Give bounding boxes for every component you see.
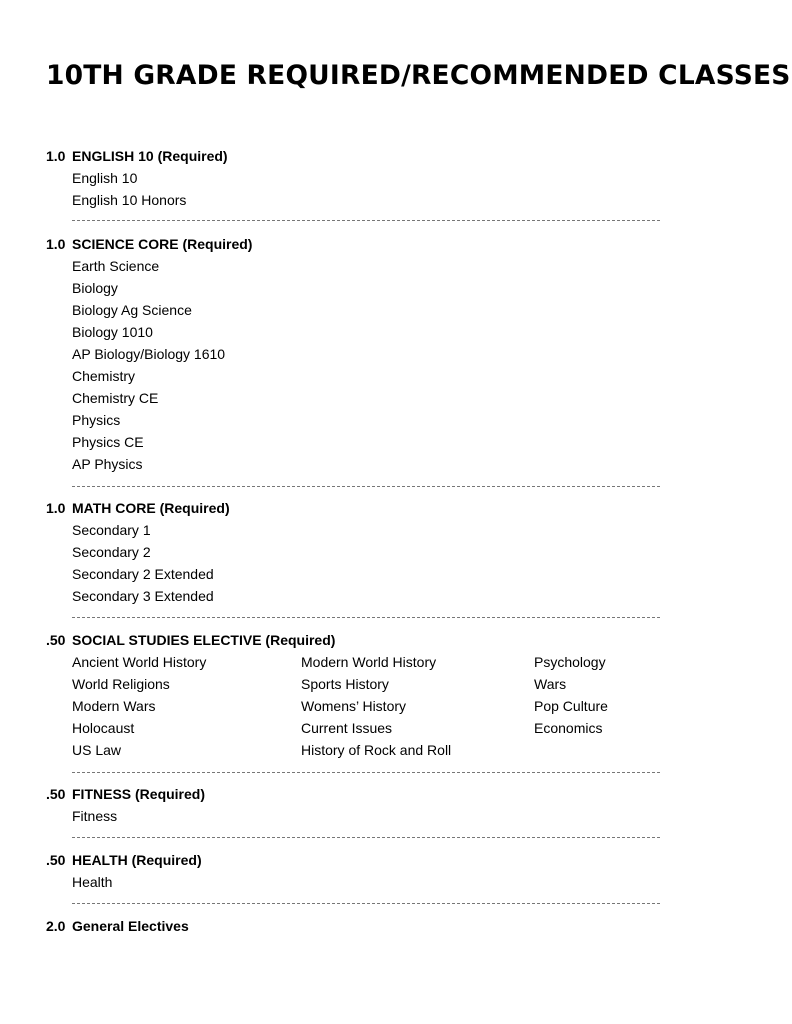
course-item: Ancient World History bbox=[72, 654, 207, 670]
heading-label: SOCIAL STUDIES ELECTIVE (Required) bbox=[72, 632, 336, 648]
section-heading bbox=[46, 145, 666, 167]
course-list bbox=[72, 871, 666, 893]
course-item: Secondary 2 bbox=[72, 544, 151, 560]
page-title: 10TH GRADE REQUIRED/RECOMMENDED CLASSES bbox=[46, 60, 791, 91]
course-list bbox=[72, 255, 666, 475]
section-heading bbox=[46, 783, 666, 805]
section-divider bbox=[72, 220, 660, 221]
course-item: Modern World History bbox=[301, 654, 437, 670]
heading-label: MATH CORE (Required) bbox=[72, 500, 230, 516]
course-item: Chemistry bbox=[72, 368, 136, 384]
credit-value: 2.0 bbox=[46, 918, 66, 934]
course-item: Biology Ag Science bbox=[72, 302, 192, 318]
course-item: English 10 bbox=[72, 170, 138, 186]
credit-value: .50 bbox=[46, 786, 66, 802]
course-item: Sports History bbox=[301, 676, 389, 692]
course-item: Secondary 2 Extended bbox=[72, 566, 214, 582]
course-item: Holocaust bbox=[72, 720, 135, 736]
section-divider bbox=[72, 617, 660, 618]
credit-value: 1.0 bbox=[46, 500, 66, 516]
course-item: Fitness bbox=[72, 808, 118, 824]
course-list bbox=[72, 805, 666, 827]
section-heading bbox=[46, 497, 666, 519]
course-item: Secondary 1 bbox=[72, 522, 151, 538]
course-item: Economics bbox=[534, 720, 603, 736]
course-item: AP Biology/Biology 1610 bbox=[72, 346, 226, 362]
course-column bbox=[301, 651, 451, 761]
course-item: History of Rock and Roll bbox=[301, 742, 452, 758]
course-item: Pop Culture bbox=[534, 698, 608, 714]
course-item: Wars bbox=[534, 676, 567, 692]
section-heading bbox=[46, 849, 666, 871]
course-list bbox=[72, 519, 666, 607]
credit-value: 1.0 bbox=[46, 236, 66, 252]
heading-label: HEALTH (Required) bbox=[72, 852, 202, 868]
section-social-studies bbox=[46, 629, 666, 761]
heading-label: SCIENCE CORE (Required) bbox=[72, 236, 253, 252]
heading-label: FITNESS (Required) bbox=[72, 786, 206, 802]
course-item: AP Physics bbox=[72, 456, 143, 472]
course-item: World Religions bbox=[72, 676, 170, 692]
section-divider bbox=[72, 837, 660, 838]
section-english bbox=[46, 145, 666, 211]
section-math bbox=[46, 497, 666, 607]
credit-value: .50 bbox=[46, 632, 66, 648]
section-general-electives bbox=[46, 915, 666, 937]
course-item: Physics bbox=[72, 412, 121, 428]
course-item: Current Issues bbox=[301, 720, 393, 736]
section-heading bbox=[46, 629, 666, 651]
course-item: Biology 1010 bbox=[72, 324, 153, 340]
course-column bbox=[534, 651, 608, 739]
section-divider bbox=[72, 772, 660, 773]
section-fitness bbox=[46, 783, 666, 827]
credit-value: .50 bbox=[46, 852, 66, 868]
section-divider bbox=[72, 903, 660, 904]
course-item: US Law bbox=[72, 742, 122, 758]
section-health bbox=[46, 849, 666, 893]
section-divider bbox=[72, 486, 660, 487]
course-columns bbox=[46, 651, 666, 761]
section-science bbox=[46, 233, 666, 475]
course-item: Earth Science bbox=[72, 258, 160, 274]
section-heading bbox=[46, 915, 666, 937]
course-item: Health bbox=[72, 874, 113, 890]
course-item: Secondary 3 Extended bbox=[72, 588, 214, 604]
course-item: Womens’ History bbox=[301, 698, 407, 714]
section-heading bbox=[46, 233, 666, 255]
course-item: Psychology bbox=[534, 654, 606, 670]
course-column bbox=[72, 651, 206, 761]
heading-label: ENGLISH 10 (Required) bbox=[72, 148, 228, 164]
course-item: Biology bbox=[72, 280, 118, 296]
course-item: Physics CE bbox=[72, 434, 144, 450]
course-item: Modern Wars bbox=[72, 698, 156, 714]
course-item: Chemistry CE bbox=[72, 390, 159, 406]
course-list bbox=[72, 167, 666, 211]
credit-value: 1.0 bbox=[46, 148, 66, 164]
heading-label: General Electives bbox=[72, 918, 189, 934]
course-item: English 10 Honors bbox=[72, 192, 187, 208]
